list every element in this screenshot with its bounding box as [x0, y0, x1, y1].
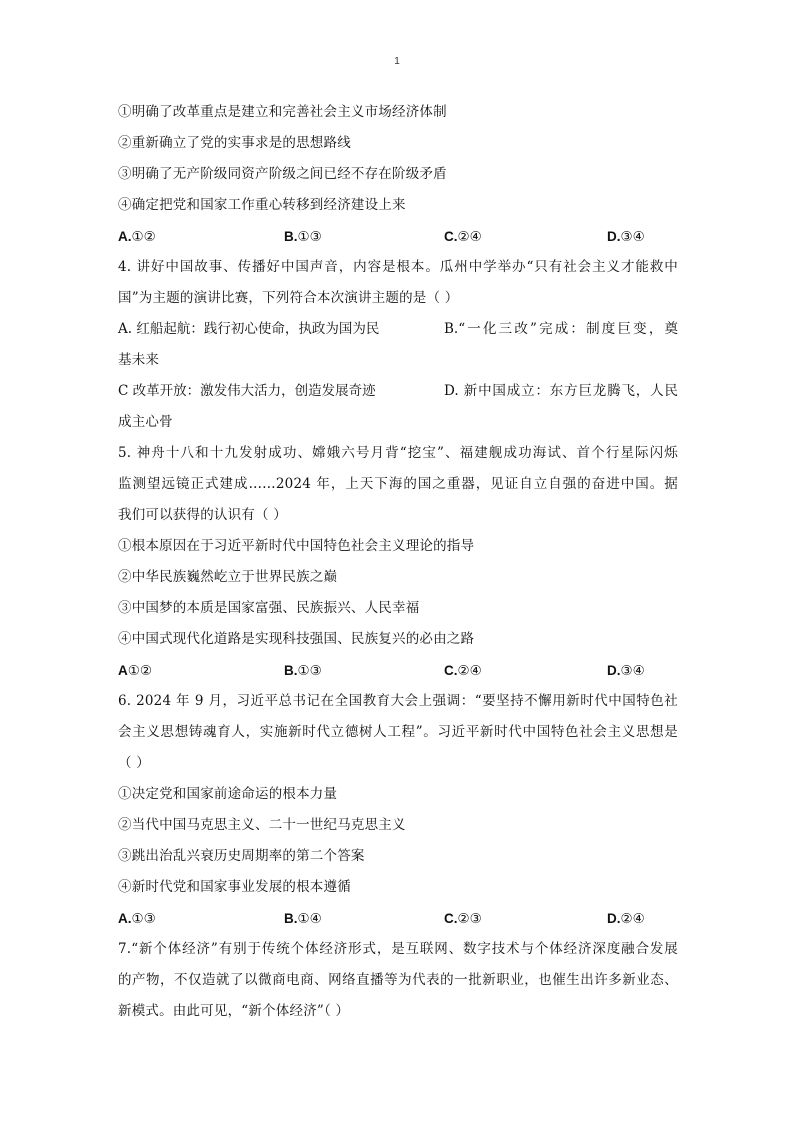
q3-options: [118, 221, 678, 252]
q4-option-b-continued: 基未来: [118, 352, 160, 368]
q5-item-1: ①根本原因在于习近平新时代中国特色社会主义理论的指导: [118, 538, 475, 554]
q3-item-4: ④确定把党和国家工作重心转移到经济建设上来: [118, 197, 406, 213]
q6-stem-line-1: 6. 2024 年 9 月，习近平总书记在全国教育大会上强调：“要坚持不懈用新时代中国特色社: [118, 693, 678, 709]
q4-stem-line-2: 国”为主题的演讲比赛，下列符合本次演讲主题的是（ ）: [118, 290, 459, 306]
q4-options-row-2: [118, 376, 678, 407]
q5-options: [118, 655, 678, 686]
q4-option-c: C 改革开放：激发伟大活力，创造发展奇迹: [118, 383, 376, 399]
q6-options: [118, 903, 678, 934]
q3-item-3: ③明确了无产阶级同资产阶级之间已经不存在阶级矛盾: [118, 166, 447, 182]
q3-option-b: B.①③: [284, 229, 322, 245]
q7-stem-line-1: 7.“新个体经济”有别于传统个体经济形式，是互联网、数字技术与个体经济深度融合发展: [118, 941, 678, 957]
q4-stem-line-1: 4. 讲好中国故事、传播好中国声音，内容是根本。瓜州中学举办“只有社会主义才能救中: [118, 259, 678, 275]
q5-stem-line-1: 5. 神舟十八和十九发射成功、嫦娥六号月背“挖宝”、福建舰成功海试、首个行星际闪烁: [118, 445, 678, 461]
q6-item-2: ②当代中国马克思主义、二十一世纪马克思主义: [118, 817, 406, 833]
q5-option-a: A①②: [118, 663, 152, 679]
q4-option-d-continued: 成主心骨: [118, 414, 173, 430]
q6-item-4: ④新时代党和国家事业发展的根本遵循: [118, 879, 351, 895]
q5-item-4: ④中国式现代化道路是实现科技强国、民族复兴的必由之路: [118, 631, 475, 647]
page-number: 1: [394, 56, 400, 67]
q5-option-c: C.②④: [444, 663, 482, 679]
q3-option-c: C.②④: [444, 229, 482, 245]
q3-option-d: D.③④: [607, 229, 645, 245]
q6-option-b: B.①④: [284, 911, 322, 927]
q3-item-2: ②重新确立了党的实事求是的思想路线: [118, 135, 351, 151]
q6-item-3: ③跳出治乱兴衰历史周期率的第二个答案: [118, 848, 365, 864]
q5-stem-line-2: 监测望远镜正式建成……2024 年，上天下海的国之重器，见证自立自强的奋进中国。据: [118, 476, 678, 492]
q4-option-d: D. 新中国成立：东方巨龙腾飞，人民: [444, 383, 678, 399]
q6-stem-line-3: （ ）: [118, 755, 150, 771]
q7-stem-line-3: 新模式。由此可见，“新个体经济”（ ）: [118, 1003, 350, 1019]
q5-option-b: B.①③: [284, 663, 322, 679]
document-content: [118, 97, 678, 1027]
q6-option-c: C.②③: [444, 911, 482, 927]
q7-stem-line-2: 的产物，不仅造就了以微商电商、网络直播等为代表的一批新职业，也催生出许多新业态、: [118, 972, 678, 988]
q6-item-1: ①决定党和国家前途命运的根本力量: [118, 786, 338, 802]
q3-option-a: A.①②: [118, 229, 156, 245]
q5-item-3: ③中国梦的本质是国家富强、民族振兴、人民幸福: [118, 600, 420, 616]
q4-option-b: B.“一化三改”完成：制度巨变，奠: [444, 321, 678, 337]
q6-option-d: D.②④: [607, 911, 645, 927]
q6-stem-line-2: 会主义思想铸魂育人，实施新时代立德树人工程”。习近平新时代中国特色社会主义思想是: [118, 724, 678, 740]
q5-item-2: ②中华民族巍然屹立于世界民族之巅: [118, 569, 338, 585]
q5-option-d: D.③④: [607, 663, 645, 679]
q4-option-a: A. 红船起航：践行初心使命，执政为国为民: [118, 321, 380, 337]
q4-options-row-1: [118, 314, 678, 345]
q6-option-a: A.①③: [118, 911, 156, 927]
q3-item-1: ①明确了改革重点是建立和完善社会主义市场经济体制: [118, 104, 447, 120]
q5-stem-line-3: 我们可以获得的认识有（ ）: [118, 507, 287, 523]
